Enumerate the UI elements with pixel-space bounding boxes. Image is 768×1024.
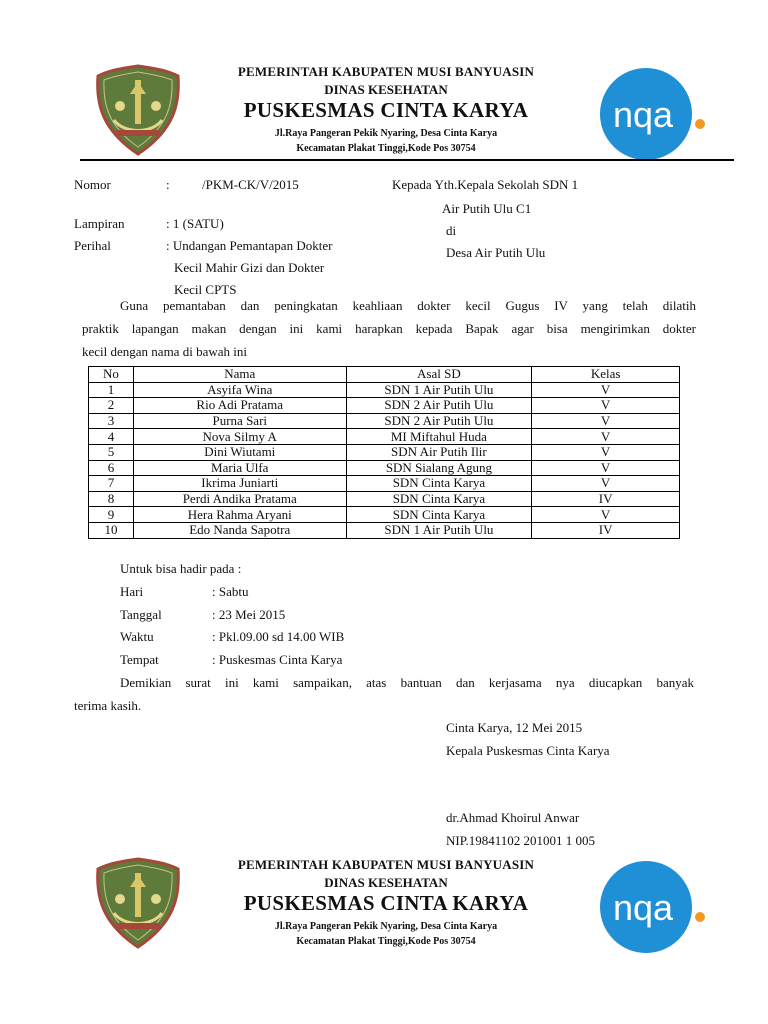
body-paragraph-line-1: Guna pemantaban dan peningkatan keahliaan dokter kecil Gugus IV yang telah dilatih (120, 298, 696, 313)
waktu-value: : Pkl.09.00 sd 14.00 WIB (212, 629, 345, 644)
nomor-label: Nomor (74, 177, 111, 192)
cell-no: 2 (89, 398, 134, 414)
cell-nama: Nova Silmy A (133, 429, 346, 445)
recipient-line-1: Kepada Yth.Kepala Sekolah SDN 1 (392, 177, 579, 192)
cell-nama: Rio Adi Pratama (133, 398, 346, 414)
tanggal-label: Tanggal (120, 607, 162, 622)
institution-title: PUSKESMAS CINTA KARYA (243, 98, 529, 122)
cell-nama: Hera Rahma Aryani (133, 507, 346, 523)
cell-kelas: V (532, 382, 680, 398)
table-row (89, 382, 680, 398)
cell-nama: Perdi Andika Pratama (133, 491, 346, 507)
cell-kelas: IV (532, 522, 680, 538)
regency-emblem-icon (94, 857, 182, 949)
hari-label: Hari (120, 584, 144, 599)
table-row (89, 398, 680, 414)
perihal-value-3: Kecil CPTS (174, 282, 237, 297)
cell-no: 8 (89, 491, 134, 507)
cell-asal-sd: SDN 2 Air Putih Ulu (346, 413, 532, 429)
cell-asal-sd: SDN 1 Air Putih Ulu (346, 382, 532, 398)
tanggal-value: : 23 Mei 2015 (212, 607, 286, 622)
cell-nama: Asyifa Wina (133, 382, 346, 398)
cell-nama: Edo Nanda Sapotra (133, 522, 346, 538)
letterhead-bottom (0, 855, 768, 975)
lampiran-label: Lampiran (74, 216, 125, 231)
cell-kelas: V (532, 444, 680, 460)
signature-name: dr.Ahmad Khoirul Anwar (446, 810, 580, 825)
closing-line-1: Demikian surat ini kami sampaikan, atas bantuan dan kerjasama nya diucapkan banyak (120, 675, 694, 690)
cell-kelas: V (532, 413, 680, 429)
address-line-2: Kecamatan Plakat Tinggi,Kode Pos 30754 (296, 143, 476, 154)
nqa-logo-icon (596, 68, 712, 160)
cell-nama: Ikrima Juniarti (133, 476, 346, 492)
dept-line: DINAS KESEHATAN (324, 875, 448, 890)
tempat-value: : Puskesmas Cinta Karya (212, 652, 343, 667)
recipient-line-2: Air Putih Ulu C1 (442, 201, 532, 216)
table-row (89, 507, 680, 523)
cell-asal-sd: MI Miftahul Huda (346, 429, 532, 445)
address-line-1: Jl.Raya Pangeran Pekik Nyaring, Desa Cinta Karya (274, 921, 498, 932)
address-line-1: Jl.Raya Pangeran Pekik Nyaring, Desa Cinta Karya (274, 128, 498, 139)
regency-emblem-icon (94, 64, 182, 156)
cell-no: 6 (89, 460, 134, 476)
lampiran-value: : 1 (SATU) (166, 216, 224, 231)
cell-kelas: V (532, 476, 680, 492)
cell-kelas: V (532, 507, 680, 523)
cell-kelas: V (532, 429, 680, 445)
body-paragraph-line-3: kecil dengan nama di bawah ini (82, 344, 247, 359)
cell-kelas: V (532, 398, 680, 414)
tempat-label: Tempat (120, 652, 159, 667)
table-row (89, 476, 680, 492)
header-divider (80, 159, 734, 161)
svg-text:nqa: nqa (612, 887, 674, 928)
cell-nama: Dini Wiutami (133, 444, 346, 460)
cell-asal-sd: SDN Air Putih Ilir (346, 444, 532, 460)
table-row (89, 429, 680, 445)
cell-asal-sd: SDN 2 Air Putih Ulu (346, 398, 532, 414)
hari-value: : Sabtu (212, 584, 249, 599)
student-table (88, 366, 680, 539)
cell-no: 7 (89, 476, 134, 492)
nqa-logo-icon (596, 861, 712, 953)
nomor-value: /PKM-CK/V/2015 (202, 177, 299, 192)
header-kelas: Kelas (532, 367, 680, 383)
recipient-line-4: Desa Air Putih Ulu (446, 245, 546, 260)
cell-kelas: V (532, 460, 680, 476)
signature-nip: NIP.19841102 201001 1 005 (446, 833, 596, 848)
cell-asal-sd: SDN Sialang Agung (346, 460, 532, 476)
table-row (89, 460, 680, 476)
table-row (89, 522, 680, 538)
address-line-2: Kecamatan Plakat Tinggi,Kode Pos 30754 (296, 936, 476, 947)
cell-asal-sd: SDN Cinta Karya (346, 476, 532, 492)
perihal-label: Perihal (74, 238, 111, 253)
dept-line: DINAS KESEHATAN (324, 82, 448, 97)
perihal-value-2: Kecil Mahir Gizi dan Dokter (174, 260, 325, 275)
signature-place-date: Cinta Karya, 12 Mei 2015 (446, 720, 583, 735)
letterhead-top (0, 62, 768, 182)
gov-line: PEMERINTAH KABUPATEN MUSI BANYUASIN (237, 857, 535, 872)
cell-no: 10 (89, 522, 134, 538)
table-header-row (89, 367, 680, 383)
cell-no: 3 (89, 413, 134, 429)
table-row (89, 491, 680, 507)
header-nama: Nama (133, 367, 346, 383)
cell-nama: Purna Sari (133, 413, 346, 429)
svg-text:nqa: nqa (612, 94, 674, 135)
table-row (89, 444, 680, 460)
header-asal-sd: Asal SD (346, 367, 532, 383)
cell-kelas: IV (532, 491, 680, 507)
cell-asal-sd: SDN Cinta Karya (346, 491, 532, 507)
table-row (89, 413, 680, 429)
schedule-intro: Untuk bisa hadir pada : (120, 561, 242, 576)
header-no: No (89, 367, 134, 383)
recipient-line-3: di (446, 223, 457, 238)
perihal-value-1: : Undangan Pemantapan Dokter (166, 238, 333, 253)
body-paragraph-line-2: praktik lapangan makan dengan ini kami harapkan kepada Bapak agar bisa mengirimkan dokter (82, 321, 696, 336)
closing-line-2: terima kasih. (74, 698, 142, 713)
cell-no: 1 (89, 382, 134, 398)
gov-line: PEMERINTAH KABUPATEN MUSI BANYUASIN (237, 64, 535, 79)
cell-nama: Maria Ulfa (133, 460, 346, 476)
cell-no: 9 (89, 507, 134, 523)
cell-asal-sd: SDN 1 Air Putih Ulu (346, 522, 532, 538)
cell-asal-sd: SDN Cinta Karya (346, 507, 532, 523)
cell-no: 5 (89, 444, 134, 460)
cell-no: 4 (89, 429, 134, 445)
signature-position: Kepala Puskesmas Cinta Karya (446, 743, 610, 758)
waktu-label: Waktu (120, 629, 154, 644)
nomor-separator: : (166, 177, 170, 192)
institution-title: PUSKESMAS CINTA KARYA (243, 891, 529, 915)
